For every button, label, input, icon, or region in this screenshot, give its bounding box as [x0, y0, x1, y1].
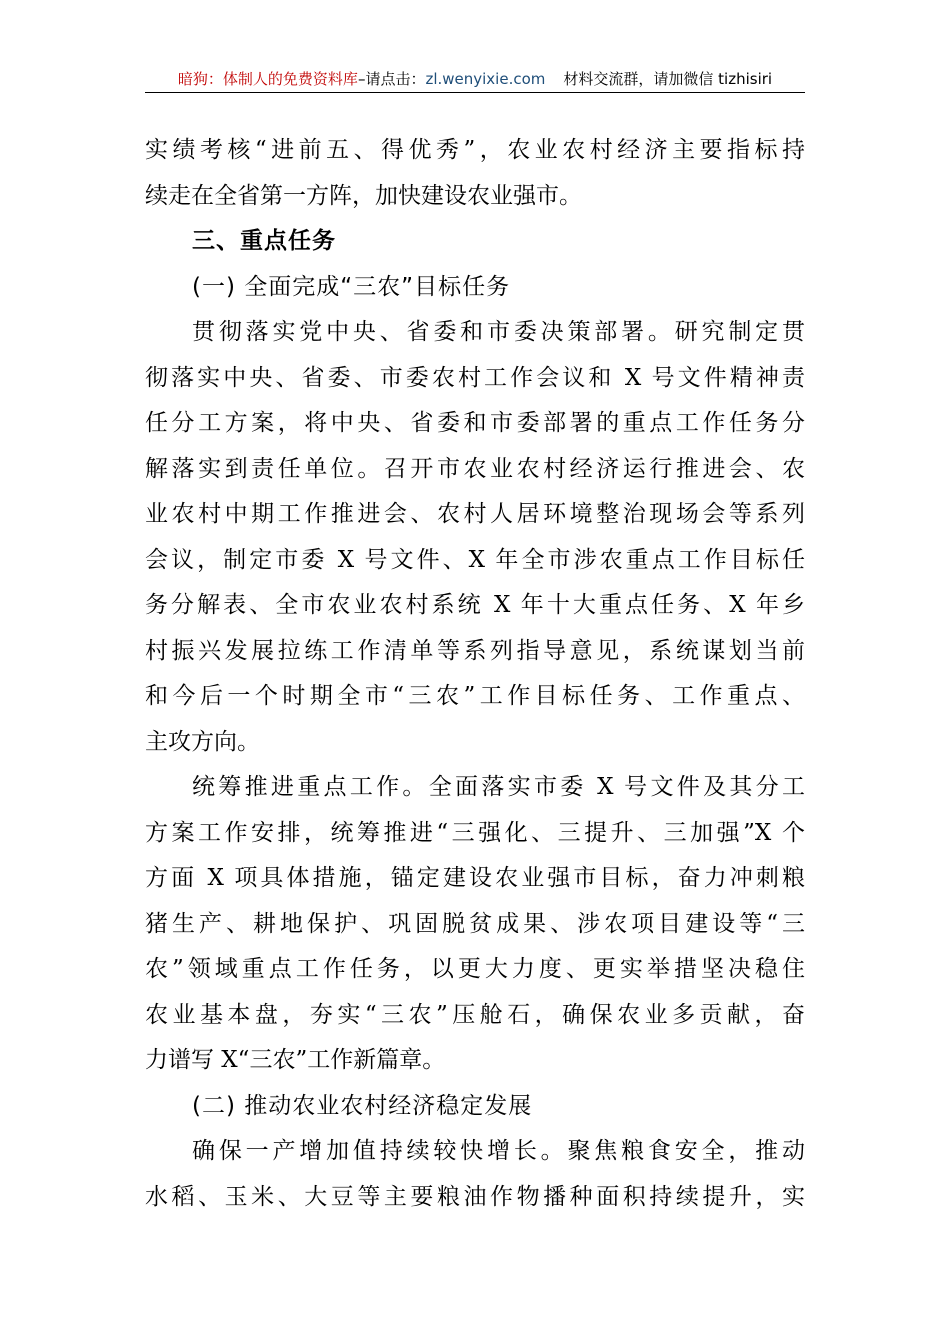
paragraph-first-line: 确保一产增加值持续较快增长。聚焦粮食安全，推动: [192, 1138, 805, 1164]
paragraph-first-line: 统筹推进重点工作。全面落实市委 X 号文件及其分工: [192, 774, 805, 800]
paragraph-line: 彻落实中央、省委、市委农村工作会议和 X 号文件精神责: [145, 364, 805, 391]
paragraph-line: 村振兴发展拉练工作清单等系列指导意见，系统谋划当前: [145, 637, 805, 664]
paragraph-line: 农业基本盘，夯实“三农”压舱石，确保农业多贡献，奋: [145, 1001, 805, 1028]
header-url-link[interactable]: zl.wenyixie.com: [425, 70, 546, 88]
paragraph-line: 猪生产、耕地保护、巩固脱贫成果、涉农项目建设等“三: [145, 910, 805, 937]
header-click-prompt: –请点击：: [357, 70, 426, 88]
paragraph-last-line: 续走在全省第一方阵，加快建设农业强市。: [145, 182, 582, 209]
page-header: [145, 66, 805, 93]
section-heading: 三、重点任务: [192, 228, 336, 254]
document-body: [145, 128, 805, 1220]
paragraph-line: 任分工方案，将中央、省委和市委部署的重点工作任务分: [145, 410, 805, 436]
paragraph-line: 水稻、玉米、大豆等主要粮油作物播种面积持续提升，实: [145, 1183, 805, 1210]
paragraph-line: 会议，制定市委 X 号文件、X 年全市涉农重点工作目标任: [145, 546, 805, 573]
paragraph-line: 方案工作安排，统筹推进“三强化、三提升、三加强”X 个: [145, 819, 805, 846]
header-site-name: 暗狗：体制人的免费资料库: [177, 70, 358, 88]
paragraph-line: 和今后一个时期全市“三农”工作目标任务、工作重点、: [145, 683, 805, 709]
subsection-heading: (二) 推动农业农村经济稳定发展: [192, 1092, 533, 1119]
paragraph-last-line: 主攻方向。: [145, 728, 260, 755]
paragraph-line: 解落实到责任单位。召开市农业农村经济运行推进会、农: [145, 455, 805, 482]
paragraph-line: 方面 X 项具体措施，锚定建设农业强市目标，奋力冲刺粮: [145, 865, 805, 891]
paragraph-line: 业农村中期工作推进会、农村人居环境整治现场会等系列: [145, 501, 805, 527]
paragraph-first-line: 贯彻落实党中央、省委和市委决策部署。研究制定贯: [192, 319, 805, 345]
paragraph-last-line: 力谱写 X“三农”工作新篇章。: [145, 1047, 446, 1073]
subsection-heading: (一) 全面完成“三农”目标任务: [192, 273, 511, 300]
paragraph-line: 农”领域重点工作任务，以更大力度、更实举措坚决稳住: [145, 956, 805, 982]
header-wechat-note: 材料交流群，请加微信 tizhisiri: [563, 70, 773, 88]
paragraph-line: 务分解表、全市农业农村系统 X 年十大重点任务、X 年乡: [145, 592, 805, 618]
paragraph-line: 实绩考核“进前五、得优秀”，农业农村经济主要指标持: [145, 137, 805, 163]
